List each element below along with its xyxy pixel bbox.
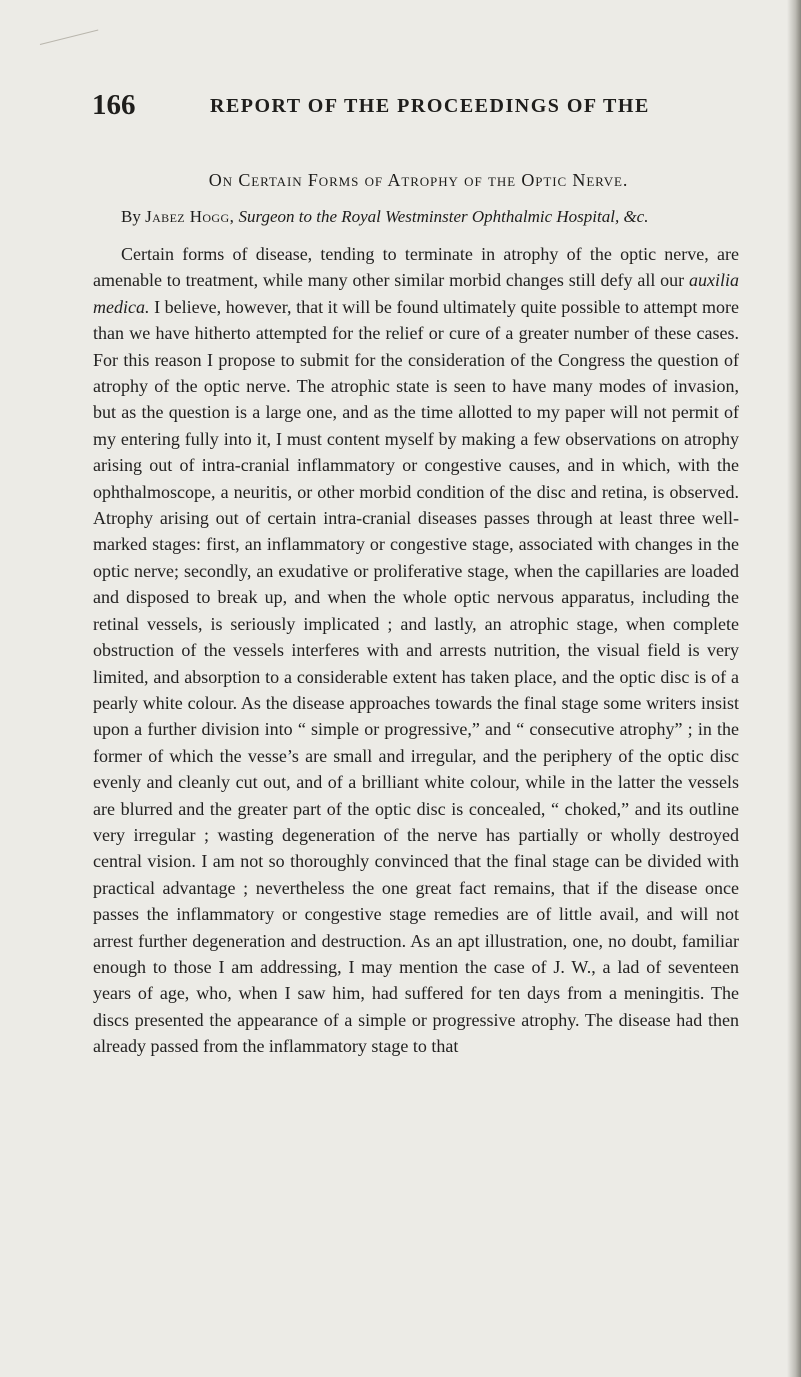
article-title-text: On Certain Forms of Atrophy of the Optic Nerve. [208, 170, 629, 190]
page-mark [40, 29, 98, 44]
byline-prefix: By [121, 207, 141, 226]
latin-phrase: auxilia medica. [93, 270, 739, 317]
page-edge-shadow [787, 0, 801, 1377]
running-head [0, 88, 801, 122]
page-number: 166 [92, 89, 136, 121]
author-affiliation: Surgeon to the Royal Westminster Ophthalmic Hospital, &c. [238, 207, 649, 226]
body-text-part-2: I believe, however, that it will be found ultimately quite possible to attempt more than we have hitherto attempted for the relief or cure of a greater number of these cases. For this reason I propose to submit for the consideration of the Congress the question of atrophy of the optic nerve. The atrophic state is seen to have many modes of invasion, but as the question is a large one, and as the time allotted to my paper will not permit of my entering fully into it, I must content myself by making a few observations on atrophy arising out of intra-cranial inflammatory or congestive causes, and in which, with the ophthalmoscope, a neuritis, or other morbid condition of the disc and retina, is observed. Atrophy arising out of certain intra-cranial diseases passes through at least three well-marked stages: first, an inflammatory or congestive stage, associated with changes in the optic nerve; secondly, an exudative or proliferative stage, when the capillaries are loaded and disposed to break up, and when the whole optic nervous apparatus, including the retinal vessels, is seriously implicated ; and lastly, an atrophic stage, when complete obstruction of the vessels interferes with and arrests nutrition, the visual field is very limited, and absorption to a considerable extent has taken place, and the optic disc is of a pearly white colour. As the disease approaches towards the final stage some writers insist upon a further division into “ simple or progressive,” and “ consecutive atrophy” ; in the former of which the vesse’s are small and irregular, and the periphery of the optic disc evenly and cleanly cut out, and of a brilliant white colour, while in the latter the vessels are blurred and the greater part of the optic disc is concealed, “ choked,” and its outline very irregular ; wasting degeneration of the nerve has partially or wholly destroyed central vision. I am not so thoroughly convinced that the final stage can be divided with practical advantage ; nevertheless the one great fact remains, that if the disease once passes the inflammatory or congestive stage remedies are of little avail, and will not arrest further degeneration and destruction. As an apt illustration, one, no doubt, familiar enough to those I am addressing, I may mention the case of J. W., a lad of seventeen years of age, who, when I saw him, had suffered for ten days from a meningitis. The discs presented the appearance of a simple or progressive atrophy. The disease had then already passed from the inflammatory stage to that [93, 296, 739, 1057]
body-text-part-1: Certain forms of disease, tending to terminate in atrophy of the optic nerve, are amenable to treatment, while many other similar morbid changes still defy all our [93, 244, 739, 291]
byline [121, 205, 648, 229]
article-title [0, 168, 801, 192]
running-title: REPORT OF THE PROCEEDINGS OF THE [210, 95, 650, 117]
body-paragraph [93, 241, 739, 1060]
author-name: Jabez Hogg, [145, 207, 235, 226]
